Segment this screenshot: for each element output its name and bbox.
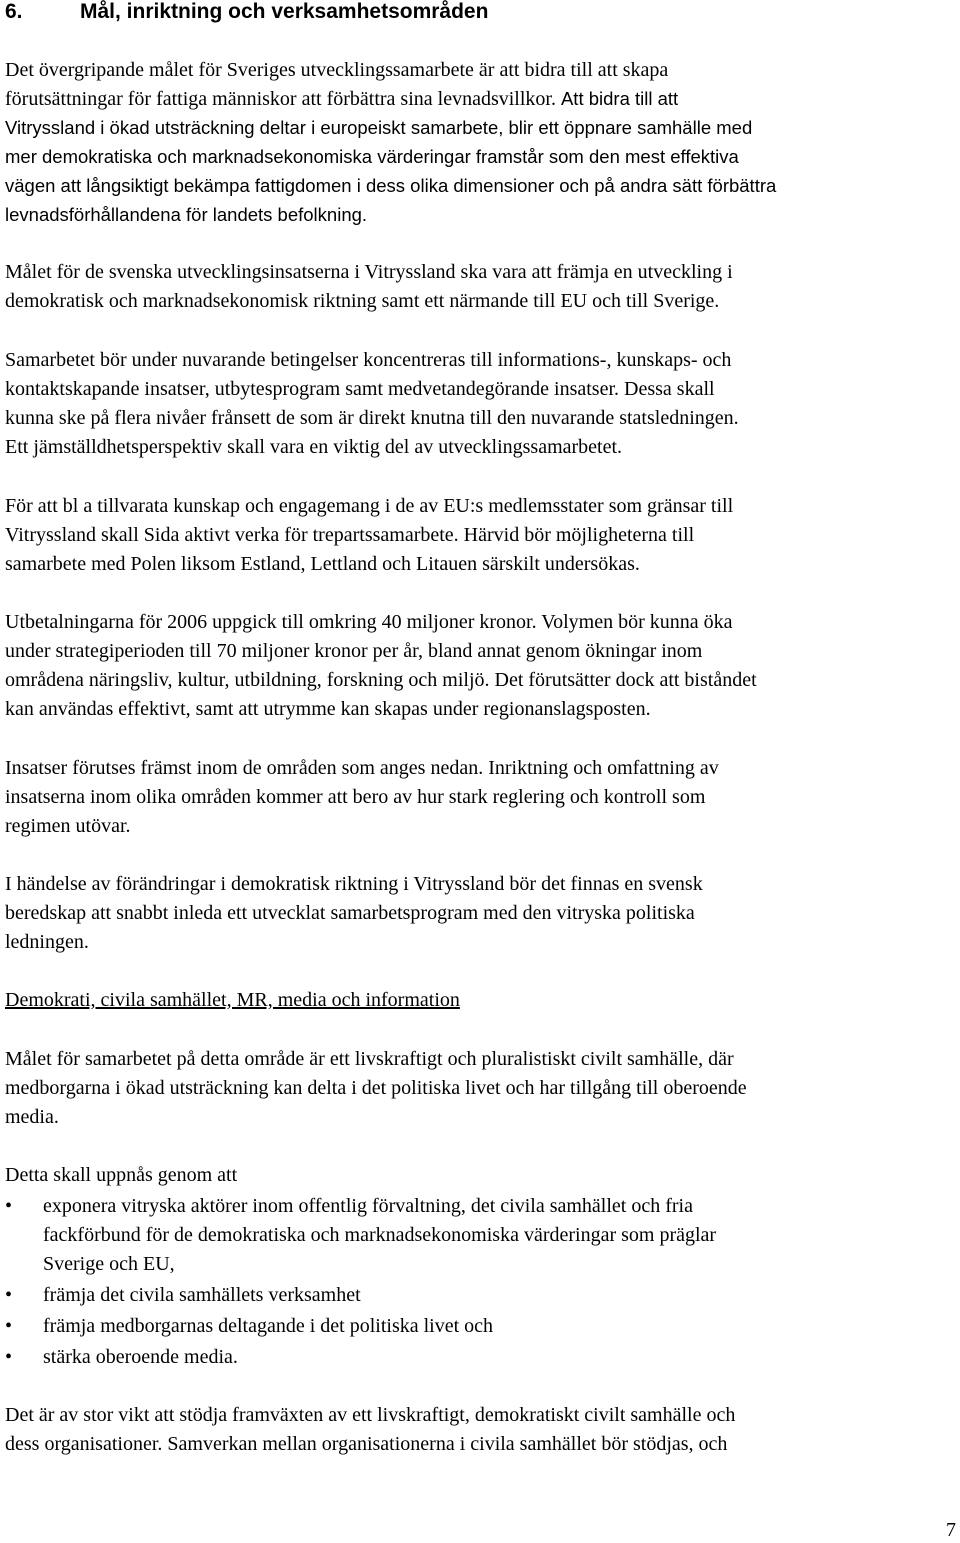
paragraph-line: Målet för de svenska utvecklingsinsatserna i Vitryssland ska vara att främja en utveckling i <box>5 261 733 283</box>
bullet-icon: • <box>5 1315 13 1337</box>
page-number: 7 <box>946 1519 956 1541</box>
paragraph-line: I händelse av förändringar i demokratisk riktning i Vitryssland bör det finnas en svensk <box>5 873 703 895</box>
paragraph-text-sans: Att bidra till att <box>560 88 679 109</box>
paragraph-line: Målet för samarbetet på detta område är ett livskraftigt och pluralistiskt civilt samhälle, där <box>5 1048 734 1070</box>
paragraph-line: ledningen. <box>5 931 89 953</box>
paragraph-line: Vitryssland i ökad utsträckning deltar i europeiskt samarbete, blir ett öppnare samhälle med <box>5 117 753 138</box>
paragraph-line: medborgarna i ökad utsträckning kan delta i det politiska livet och har tillgång till oberoende <box>5 1077 747 1099</box>
section-number: 6. <box>5 0 23 23</box>
paragraph-line: samarbete med Polen liksom Estland, Lettland och Litauen särskilt undersökas. <box>5 553 640 575</box>
paragraph-line <box>5 85 678 113</box>
paragraph-line: kunna ske på flera nivåer frånsett de som är direkt knutna till den nuvarande statsledningen. <box>5 407 739 429</box>
paragraph-line: kan användas effektivt, samt att utrymme kan skapas under regionanslagsposten. <box>5 698 651 720</box>
subsection-heading: Demokrati, civila samhället, MR, media och information <box>5 989 460 1011</box>
paragraph-line: insatserna inom olika områden kommer att bero av hur stark reglering och kontroll som <box>5 786 706 808</box>
paragraph-line: Det övergripande målet för Sveriges utvecklingssamarbete är att bidra till att skapa <box>5 59 669 81</box>
section-title: Mål, inriktning och verksamhetsområden <box>80 0 489 23</box>
list-intro: Detta skall uppnås genom att <box>5 1164 238 1186</box>
list-item-line: stärka oberoende media. <box>43 1346 238 1368</box>
list-item-line: främja medborgarnas deltagande i det politiska livet och <box>43 1315 494 1337</box>
paragraph-line: Insatser förutses främst inom de områden som anges nedan. Inriktning och omfattning av <box>5 757 719 779</box>
paragraph-line: För att bl a tillvarata kunskap och engagemang i de av EU:s medlemsstater som gränsar till <box>5 495 734 517</box>
paragraph-line: under strategiperioden till 70 miljoner kronor per år, bland annat genom ökningar inom <box>5 640 703 662</box>
paragraph-line: beredskap att snabbt inleda ett utvecklat samarbetsprogram med den vitryska politiska <box>5 902 695 924</box>
paragraph-line: Utbetalningarna för 2006 uppgick till omkring 40 miljoner kronor. Volymen bör kunna öka <box>5 611 733 633</box>
paragraph-line: mer demokratiska och marknadsekonomiska värderingar framstår som den mest effektiva <box>5 146 739 167</box>
paragraph-line: demokratisk och marknadsekonomisk riktning samt ett närmande till EU och till Sverige. <box>5 290 720 312</box>
paragraph-line: media. <box>5 1106 59 1128</box>
paragraph-text: förutsättningar för fattiga människor att förbättra sina levnadsvillkor. <box>5 88 561 110</box>
paragraph-line: levnadsförhållandena för landets befolkning. <box>5 204 368 225</box>
section-heading <box>5 0 488 26</box>
paragraph-line: områdena näringsliv, kultur, utbildning, forskning och miljö. Det förutsätter dock att biståndet <box>5 669 757 691</box>
paragraph-line: dess organisationer. Samverkan mellan organisationerna i civila samhället bör stödjas, och <box>5 1433 728 1455</box>
bullet-icon: • <box>5 1346 13 1368</box>
list-item-line: exponera vitryska aktörer inom offentlig förvaltning, det civila samhället och fria <box>43 1195 693 1217</box>
paragraph-line: Det är av stor vikt att stödja framväxten av ett livskraftigt, demokratiskt civilt samhälle och <box>5 1404 736 1426</box>
list-item-line: fackförbund för de demokratiska och marknadsekonomiska värderingar som präglar <box>43 1224 717 1246</box>
paragraph-line: vägen att långsiktigt bekämpa fattigdomen i dess olika dimensioner och på andra sätt förbättra <box>5 175 777 196</box>
list-item-line: främja det civila samhällets verksamhet <box>43 1284 361 1306</box>
list-item-line: Sverige och EU, <box>43 1253 175 1275</box>
bullet-icon: • <box>5 1195 13 1217</box>
paragraph-line: Samarbetet bör under nuvarande betingelser koncentreras till informations-, kunskaps- och <box>5 349 732 371</box>
bullet-icon: • <box>5 1284 13 1306</box>
paragraph-line: Vitryssland skall Sida aktivt verka för trepartssamarbete. Härvid bör möjligheterna till <box>5 524 695 546</box>
paragraph-line: kontaktskapande insatser, utbytesprogram samt medvetandegörande insatser. Dessa skall <box>5 378 715 400</box>
paragraph-line: regimen utövar. <box>5 815 131 837</box>
paragraph-line: Ett jämställdhetsperspektiv skall vara en viktig del av utvecklingssamarbetet. <box>5 436 623 458</box>
